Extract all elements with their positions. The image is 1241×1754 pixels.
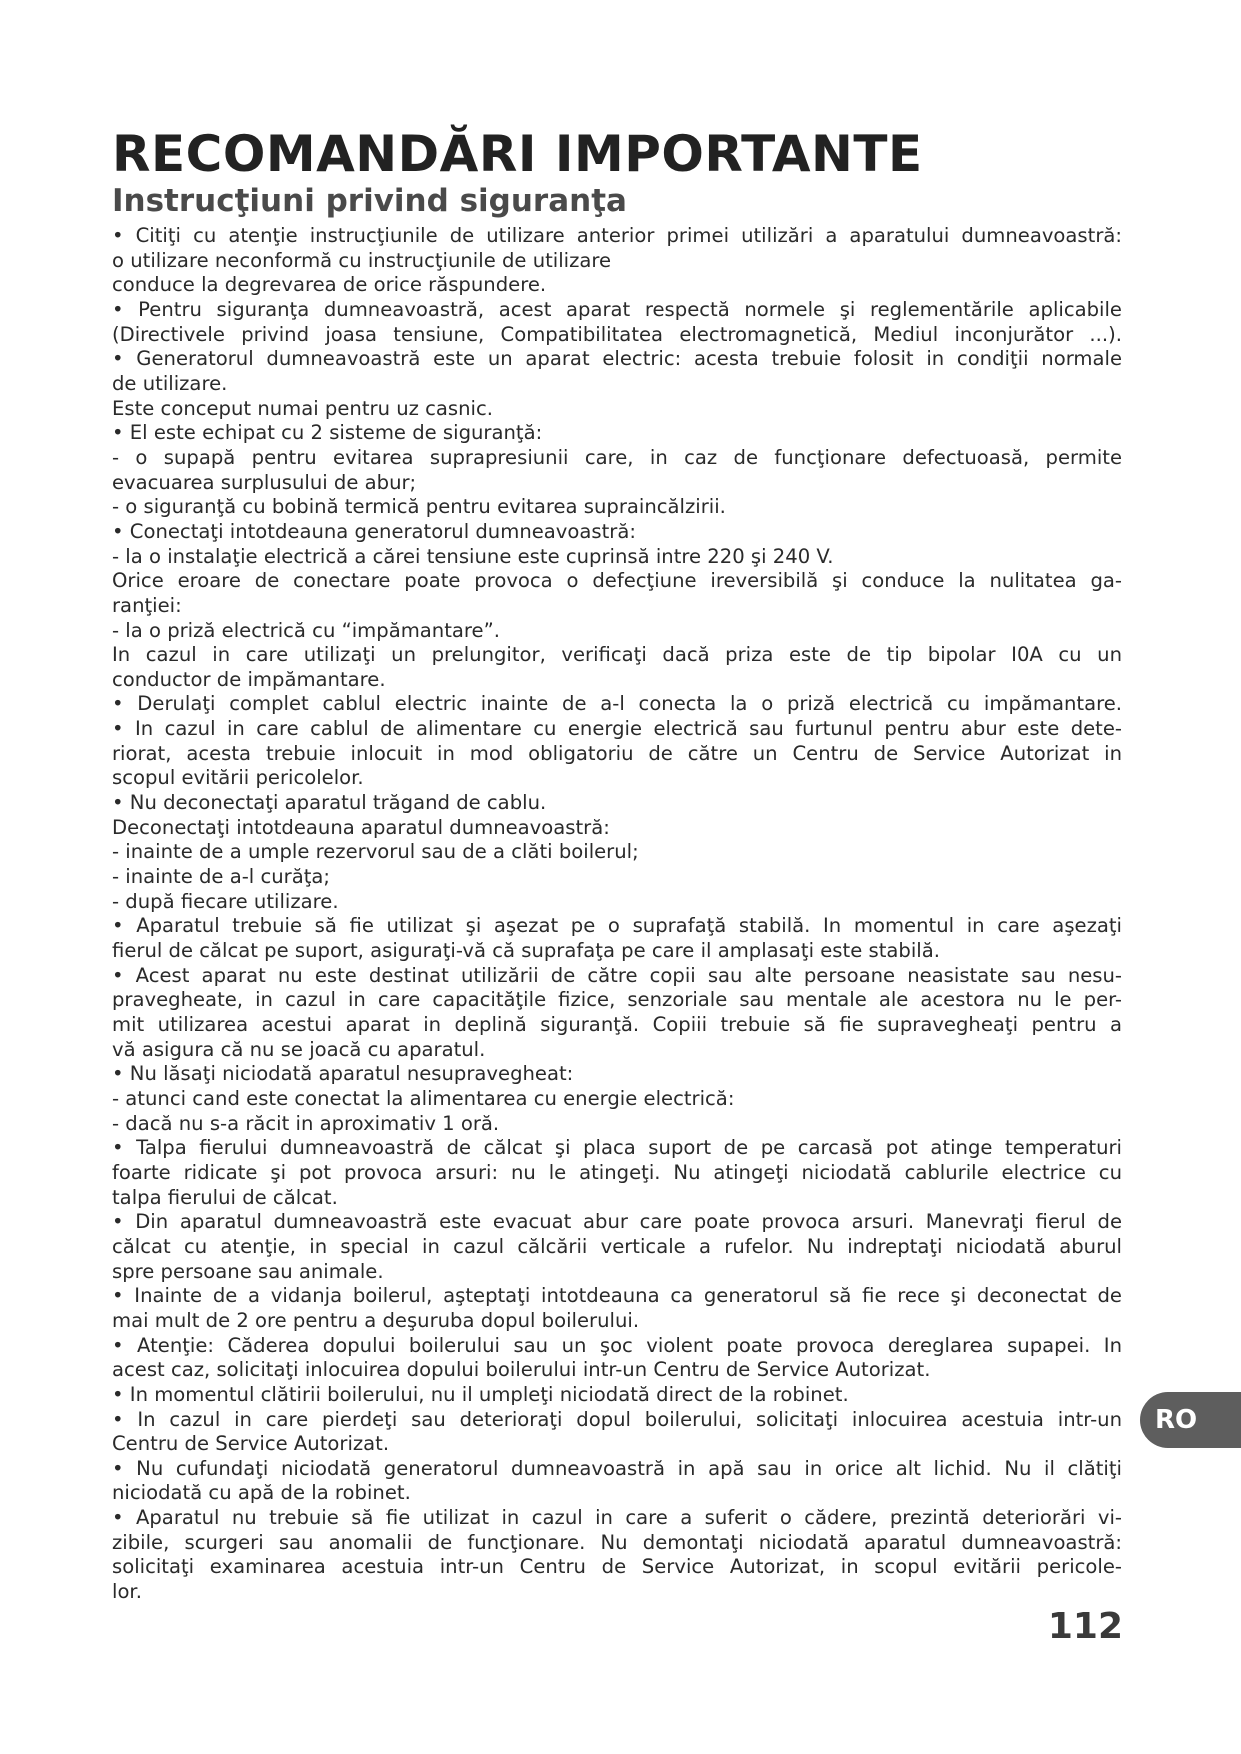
text-line: - dacă nu s-a răcit in aproximativ 1 oră.: [112, 1111, 500, 1135]
text-line: • In cazul in care pierdeţi sau deterioraţi dopul boilerului, solicitaţi inlocuirea acestuia intr-un: [112, 1407, 1122, 1431]
text-line: • Aparatul nu trebuie să fie utilizat in cazul in care a suferit o cădere, prezintă deteriorări vi-: [112, 1506, 1122, 1530]
text-line: • Nu deconectaţi aparatul trăgand de cablu.: [112, 791, 547, 815]
text-line: - după fiecare utilizare.: [112, 889, 339, 913]
text-line: scopul evitării pericolelor.: [112, 766, 364, 790]
text-line: mai mult de 2 ore pentru a deşuruba dopul boilerului.: [112, 1308, 640, 1332]
text-line: • Din aparatul dumneavoastră este evacuat abur care poate provoca arsuri. Manevraţi fierul de: [112, 1210, 1122, 1234]
text-line: • Nu cufundaţi niciodată generatorul dumneavoastră in apă sau in orice alt lichid. Nu il clătiţi: [112, 1456, 1122, 1480]
text-line: Orice eroare de conectare poate provoca o defecţiune ireversibilă şi conduce la nulitatea ga-: [112, 569, 1122, 593]
text-line: călcat cu atenţie, in special in cazul călcării verticale a rufelor. Nu indreptaţi niciodată aburul: [112, 1234, 1122, 1258]
text-line: ranţiei:: [112, 593, 182, 617]
text-line: riorat, acesta trebuie inlocuit in mod obligatoriu de către un Centru de Service Autorizat in: [112, 741, 1122, 765]
text-line: solicitaţi examinarea acestuia intr-un Centru de Service Autorizat, in scopul evitării pericole-: [112, 1555, 1122, 1579]
page-title: RECOMANDĂRI IMPORTANTE: [112, 125, 923, 183]
text-line: Este conceput numai pentru uz casnic.: [112, 396, 494, 420]
text-line: - la o instalaţie electrică a cărei tensiune este cuprinsă intre 220 şi 240 V.: [112, 544, 834, 568]
text-line: • In momentul clătirii boilerului, nu il umpleţi niciodată direct de la robinet.: [112, 1382, 849, 1406]
text-line: fierul de călcat pe suport, asiguraţi-vă că suprafaţa pe care il amplasaţi este stabilă.: [112, 939, 940, 963]
language-tab-label: RO: [1155, 1405, 1198, 1435]
text-line: • Talpa fierului dumneavoastră de călcat şi placa suport de pe carcasă pot atinge temperaturi: [112, 1136, 1122, 1160]
text-line: conduce la degrevarea de orice răspundere.: [112, 273, 547, 297]
text-line: Deconectaţi intotdeauna aparatul dumneavoastră:: [112, 815, 610, 839]
text-line: - o supapă pentru evitarea suprapresiunii care, in caz de funcţionare defectuoasă, permite: [112, 445, 1122, 469]
text-line: pravegheate, in cazul in care capacităţile fizice, senzoriale sau mentale ale acestora nu le per-: [112, 988, 1122, 1012]
text-line: spre persoane sau animale.: [112, 1259, 384, 1283]
text-line: • Pentru siguranţa dumneavoastră, acest aparat respectă normele şi reglementările aplicabile: [112, 297, 1122, 321]
text-line: de utilizare.: [112, 371, 228, 395]
text-line: vă asigura că nu se joacă cu aparatul.: [112, 1037, 486, 1061]
text-line: zibile, scurgeri sau anomalii de funcţionare. Nu demontaţi niciodată aparatul dumneavoastră:: [112, 1530, 1122, 1554]
text-line: • Citiţi cu atenţie instrucţiunile de utilizare anterior primei utilizări a aparatului dumneavoastră:: [112, 224, 1122, 247]
text-line: foarte ridicate şi pot provoca arsuri: nu le atingeţi. Nu atingeţi niciodată cablurile electrice cu: [112, 1160, 1122, 1184]
text-line: mit utilizarea acestui aparat in deplină siguranţă. Copiii trebuie să fie supravegheaţi pentru a: [112, 1013, 1122, 1036]
text-line: • Inainte de a vidanja boilerul, aşteptaţi intotdeauna ca generatorul să fie rece şi deconectat de: [112, 1284, 1122, 1308]
text-line: evacuarea surplusului de abur;: [112, 470, 417, 494]
text-line: conductor de impămantare.: [112, 667, 386, 691]
safety-instructions-text: [112, 224, 1122, 1605]
text-line: (Directivele privind joasa tensiune, Compatibilitatea electromagnetică, Mediul inconjurător ...).: [112, 322, 1122, 346]
text-line: • Conectaţi intotdeauna generatorul dumneavoastră:: [112, 519, 636, 543]
text-line: • In cazul in care cablul de alimentare cu energie electrică sau furtunul pentru abur este dete-: [112, 717, 1122, 741]
text-line: In cazul in care utilizaţi un prelungitor, verificaţi dacă priza este de tip bipolar I0A cu un: [112, 643, 1122, 667]
text-line: • Aparatul trebuie să fie utilizat şi aşezat pe o suprafaţă stabilă. In momentul in care aşezaţi: [112, 914, 1122, 938]
text-line: • Derulaţi complet cablul electric inainte de a-l conecta la o priză electrică cu impămantare.: [112, 692, 1122, 716]
text-line: lor.: [112, 1580, 142, 1604]
text-line: • Atenţie: Căderea dopului boilerului sau un şoc violent poate provoca dereglarea supapei. In: [112, 1333, 1122, 1357]
text-line: talpa fierului de călcat.: [112, 1185, 338, 1209]
text-line: - la o priză electrică cu “impămantare”.: [112, 618, 500, 642]
text-line: • Nu lăsaţi niciodată aparatul nesupravegheat:: [112, 1062, 574, 1086]
language-tab: [1140, 1392, 1241, 1448]
text-line: niciodată cu apă de la robinet.: [112, 1481, 411, 1505]
text-line: o utilizare neconformă cu instrucţiunile de utilizare: [112, 248, 612, 272]
section-subtitle: Instrucţiuni privind siguranţa: [112, 183, 627, 219]
text-line: acest caz, solicitaţi inlocuirea dopului boilerului intr-un Centru de Service Autorizat.: [112, 1358, 931, 1382]
text-line: • Acest aparat nu este destinat utilizării de către copii sau alte persoane neasistate sau nesu-: [112, 963, 1122, 987]
text-line: - atunci cand este conectat la alimentarea cu energie electrică:: [112, 1086, 735, 1110]
text-line: - o siguranţă cu bobină termică pentru evitarea supraincălzirii.: [112, 495, 726, 519]
text-line: - inainte de a umple rezervorul sau de a clăti boilerul;: [112, 840, 639, 864]
page-number: 112: [1047, 1606, 1123, 1647]
text-line: - inainte de a-l curăţa;: [112, 865, 331, 889]
text-line: • El este echipat cu 2 sisteme de siguranţă:: [112, 421, 543, 445]
text-line: • Generatorul dumneavoastră este un aparat electric: acesta trebuie folosit in condiţii normale: [112, 347, 1122, 371]
text-line: Centru de Service Autorizat.: [112, 1432, 390, 1456]
